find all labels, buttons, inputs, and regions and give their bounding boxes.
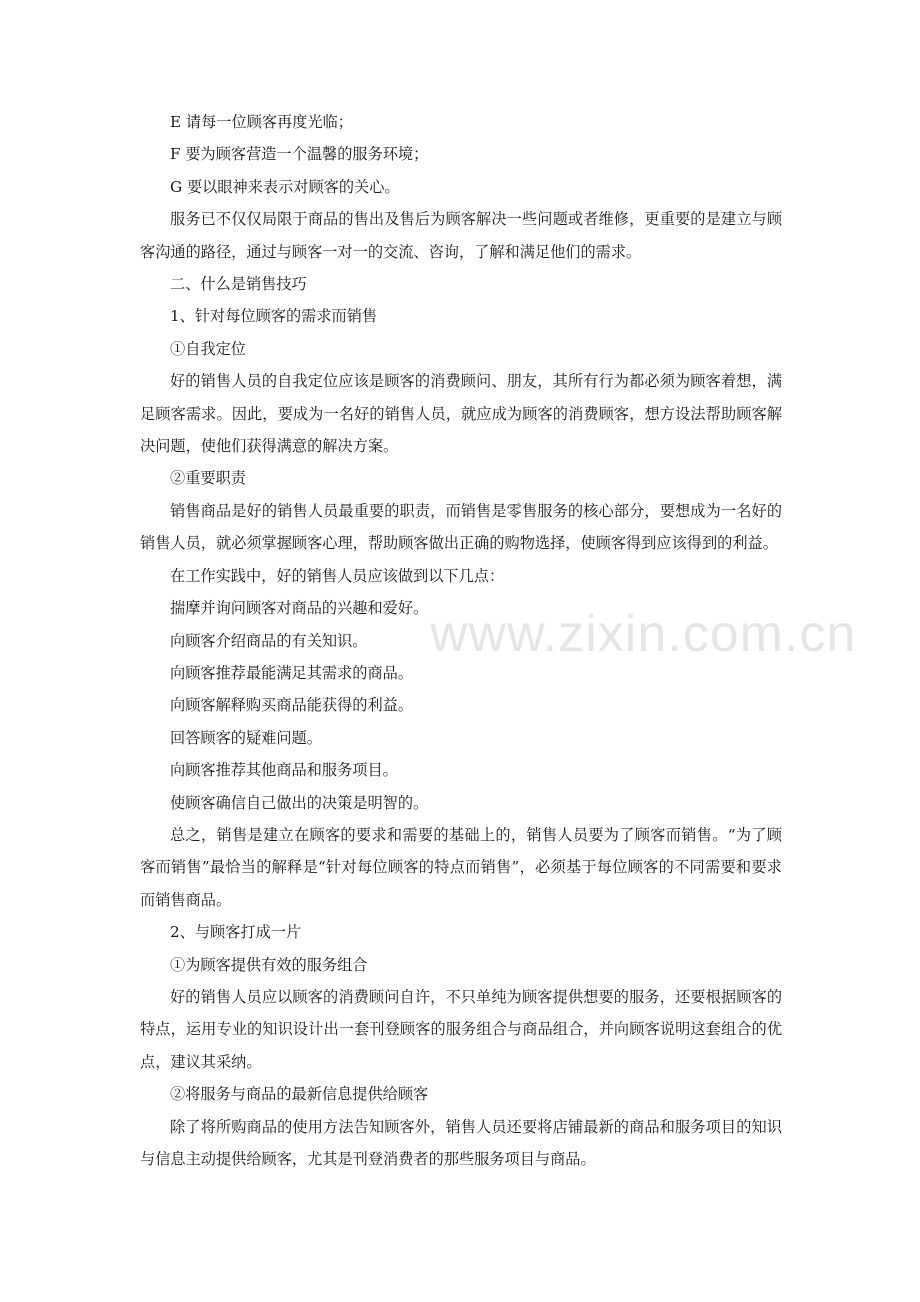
list-item-g: G 要以眼神来表示对顾客的关心。 bbox=[170, 177, 400, 196]
document-body bbox=[140, 106, 782, 1175]
practice-item: 使顾客确信自己做出的决策是明智的。 bbox=[170, 793, 429, 812]
paragraph-practice-intro: 在工作实践中，好的销售人员应该做到以下几点： bbox=[170, 566, 505, 585]
paragraph-summary: 总之，销售是建立在顾客的要求和需要的基础上的，销售人员要为了顾客而销售。“为了顾客而销售”最恰当的解释是“针对每位顾客的特点而销售”，必须基于每位顾客的不同需要和要求而销售商品。 bbox=[140, 825, 782, 909]
item-heading-self-positioning: ①自我定位 bbox=[170, 339, 246, 358]
paragraph-service: 服务已不仅仅局限于商品的售出及售后为顾客解决一些问题或者维修，更重要的是建立与顾客沟通的路径，通过与顾客一对一的交流、咨询，了解和满足他们的需求。 bbox=[140, 210, 782, 261]
practice-item: 向顾客介绍商品的有关知识。 bbox=[170, 631, 368, 650]
practice-item: 向顾客推荐其他商品和服务项目。 bbox=[170, 761, 398, 780]
item-heading-service-combo: ①为顾客提供有效的服务组合 bbox=[170, 955, 368, 974]
paragraph-service-combo: 好的销售人员应以顾客的消费顾问自许，不只单纯为顾客提供想要的服务，还要根据顾客的特点，运用专业的知识设计出一套刊登顾客的服务组合与商品组合，并向顾客说明这套组合的优点，建议其采纳。 bbox=[140, 987, 782, 1071]
paragraph-latest-info: 除了将所购商品的使用方法告知顾客外，销售人员还要将店铺最新的商品和服务项目的知识与信息主动提供给顾客，尤其是刊登消费者的那些服务项目与商品。 bbox=[140, 1117, 782, 1168]
practice-item: 向顾客推荐最能满足其需求的商品。 bbox=[170, 663, 413, 682]
item-heading-duties: ②重要职责 bbox=[170, 469, 246, 488]
list-item-e: E 请每一位顾客再度光临； bbox=[170, 113, 353, 131]
watermark: www.zixin.com.cn bbox=[430, 605, 857, 663]
item-heading-latest-info: ②将服务与商品的最新信息提供给顾客 bbox=[170, 1085, 429, 1104]
practice-item: 揣摩并询问顾客对商品的兴趣和爱好。 bbox=[170, 599, 429, 618]
practice-item: 向顾客解释购买商品能获得的利益。 bbox=[170, 696, 413, 715]
section-heading-2: 二、什么是销售技巧 bbox=[170, 275, 307, 294]
practice-item: 回答顾客的疑难问题。 bbox=[170, 728, 322, 747]
subsection-heading-2: 2、与顾客打成一片 bbox=[170, 923, 302, 942]
paragraph-self-positioning: 好的销售人员的自我定位应该是顾客的消费顾问、朋友，其所有行为都必须为顾客着想，满足顾客需求。因此，要成为一名好的销售人员，就应成为顾客的消费顾客，想方设法帮助顾客解决问题，使他们获得满意的解决方案。 bbox=[140, 372, 782, 456]
paragraph-duties: 销售商品是好的销售人员最重要的职责，而销售是零售服务的核心部分，要想成为一名好的销售人员，就必须掌握顾客心理，帮助顾客做出正确的购物选择，使顾客得到应该得到的利益。 bbox=[140, 501, 782, 553]
list-item-f: F 要为顾客营造一个温馨的服务环境； bbox=[170, 145, 429, 164]
subsection-heading-1: 1、针对每位顾客的需求而销售 bbox=[170, 307, 378, 326]
